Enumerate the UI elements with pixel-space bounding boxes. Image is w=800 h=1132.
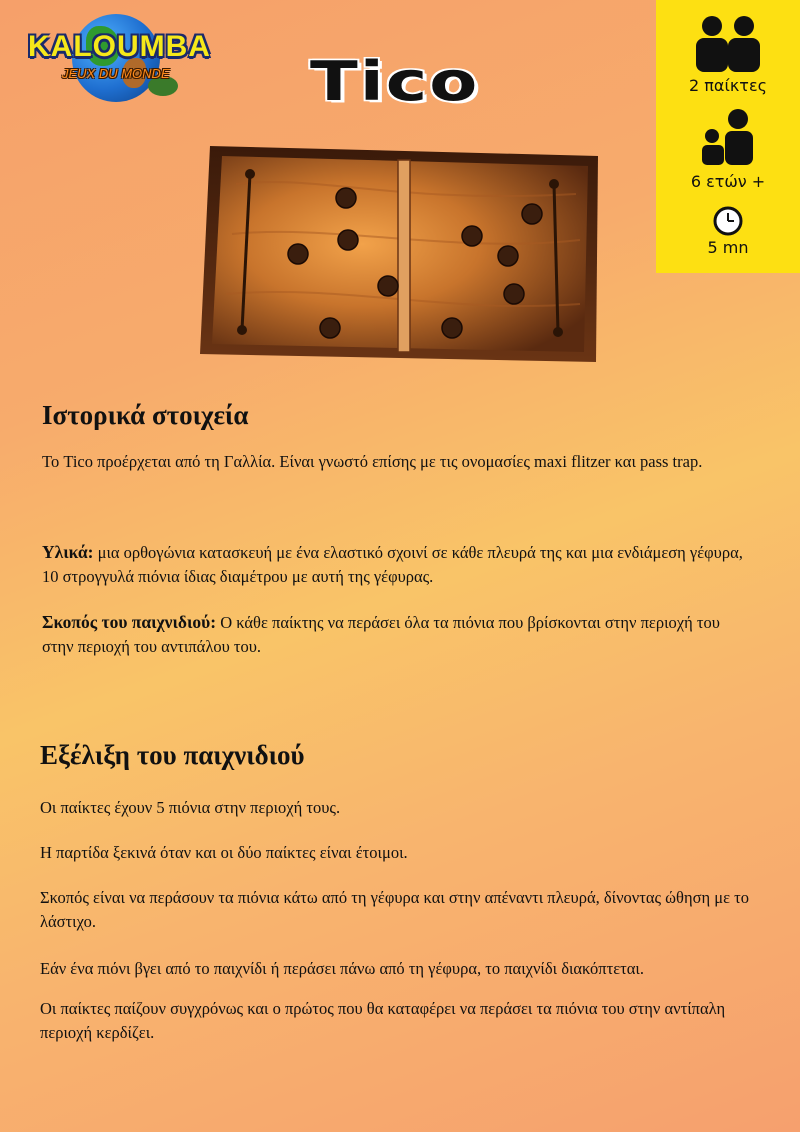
age-info (656, 108, 800, 191)
players-label: 2 παίκτες (689, 76, 767, 95)
time-info (656, 206, 800, 257)
two-players-icon (692, 14, 764, 74)
adult-child-icon (700, 108, 756, 166)
gameplay-paragraph: Οι παίκτες έχουν 5 πιόνια στην περιοχή τους. (40, 798, 341, 817)
gameplay-heading: Εξέλιξη του παιχνιδιού (40, 740, 305, 770)
tico-board-photo (196, 144, 600, 364)
materials-paragraph (42, 540, 762, 589)
time-label: 5 mn (707, 238, 749, 257)
materials-text: μια ορθογώνια κατασκευή με ένα ελαστικό σχοινί σε κάθε πλευρά της και μια ενδιάμεση γέφυρα, 10 στρογγυλά πιόνια ίδιας διαμέτρου με αυτή της γέφυρας. (42, 543, 743, 586)
logo-subtitle: JEUX DU MONDE (62, 66, 170, 81)
gameplay-paragraph: Οι παίκτες παίζουν συγχρόνως και ο πρώτος που θα καταφέρει να περάσει τα πιόνια του στην αντίπαλη περιοχή κερδίζει. (40, 999, 726, 1042)
clock-icon (713, 206, 743, 236)
age-label: 6 ετών + (690, 172, 766, 191)
goal-text: Ο κάθε παίκτης να περάσει όλα τα πιόνια που βρίσκονται στην περιοχή του στην περιοχή του αντιπάλου του. (42, 613, 720, 656)
game-title: Tico (310, 49, 480, 114)
goal-label: Σκοπός του παιχνιδιού: (42, 612, 217, 632)
gameplay-paragraph: Η παρτίδα ξεκινά όταν και οι δύο παίκτες είναι έτοιμοι. (40, 843, 408, 862)
history-heading: Ιστορικά στοιχεία (42, 400, 249, 430)
history-text: Το Tico προέρχεται από τη Γαλλία. Είναι γνωστό επίσης με τις ονομασίες maxi flitzer και pass trap. (42, 452, 703, 471)
game-info-box (656, 0, 800, 273)
materials-label: Υλικά: (42, 542, 94, 562)
logo-title: KALOUMBA (28, 30, 211, 63)
goal-paragraph (42, 610, 722, 659)
kaloumba-logo (28, 6, 211, 106)
gameplay-paragraph: Σκοπός είναι να περάσουν τα πιόνια κάτω από τη γέφυρα και στην απέναντι πλευρά, δίνοντας ώθηση με το λάστιχο. (40, 888, 750, 931)
gameplay-paragraph: Εάν ένα πιόνι βγει από το παιχνίδι ή περάσει πάνω από τη γέφυρα, το παιχνίδι διακόπτεται. (40, 959, 644, 978)
players-info (656, 14, 800, 95)
